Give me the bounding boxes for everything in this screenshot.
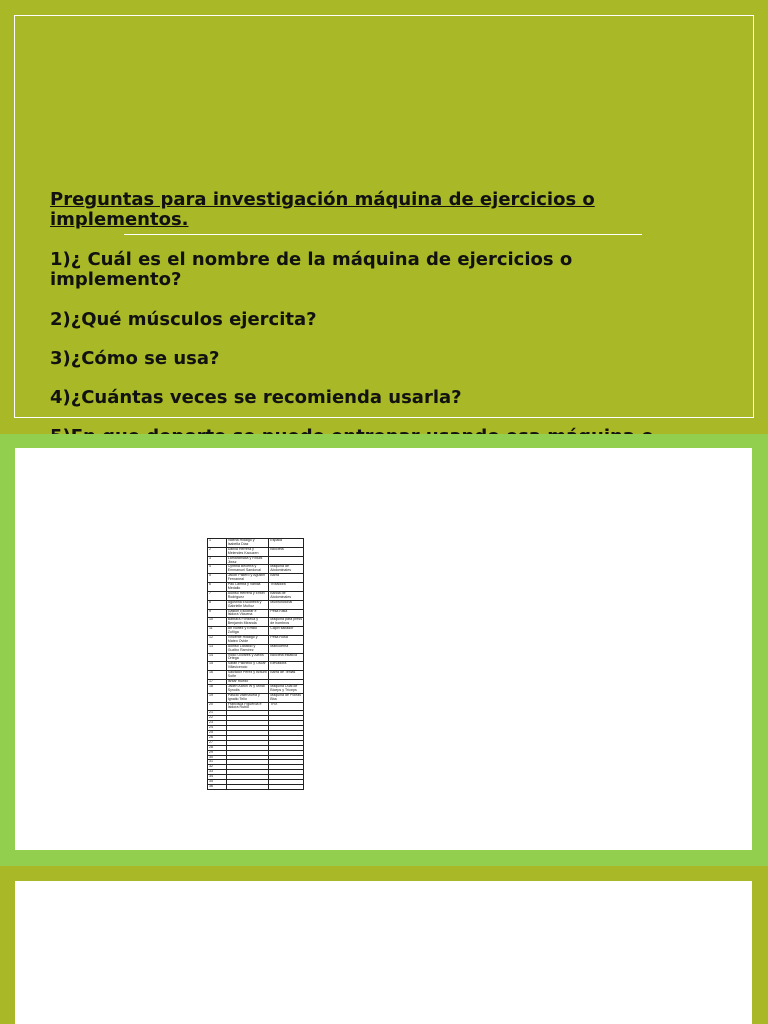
row-equipment: Trotadora xyxy=(269,583,304,592)
row-number: 16 xyxy=(208,671,227,680)
row-names: Vincente Hidalgo y Mateo Ovide xyxy=(226,635,269,644)
question-4: 4)¿Cuántas veces se recomienda usarla? xyxy=(50,387,462,408)
row-names: Cynthia Becerra y Emmanuel Sandoval xyxy=(226,565,269,574)
row-number: 15 xyxy=(208,662,227,671)
row-number: 28 xyxy=(208,745,227,750)
row-number: 27 xyxy=(208,740,227,745)
row-number: 12 xyxy=(208,635,227,644)
row-number: 6 xyxy=(208,583,227,592)
row-number: 21 xyxy=(208,711,227,716)
row-equipment: Espalia xyxy=(269,539,304,548)
row-names: Agustina Escobeira y Gabrielle Muñoz xyxy=(226,600,269,609)
row-number: 3 xyxy=(208,556,227,565)
row-equipment: Máquina para press de hombros xyxy=(270,617,302,626)
row-number: 11 xyxy=(208,627,227,636)
row-equipment: Elevadora xyxy=(269,662,304,671)
row-names: Ishtar Ruedo xyxy=(226,680,269,685)
row-number: 23 xyxy=(208,721,227,726)
row-equipment: Máquina Dual de Bíceps y Tríceps xyxy=(269,684,304,693)
row-equipment: Máquina de Poleas Bba xyxy=(269,693,304,702)
row-number: 14 xyxy=(208,653,227,662)
row-equipment: Pesa Rusa xyxy=(269,635,304,644)
row-names: Dahlia Herrera y Melendes Kaouzen xyxy=(226,547,269,556)
row-equipment xyxy=(269,784,304,789)
row-names: Pau Lamba y Vanilla Medallo xyxy=(226,583,269,592)
table-row xyxy=(208,539,304,548)
roster-table xyxy=(207,538,304,790)
table-row xyxy=(208,600,304,609)
slide-roster xyxy=(0,434,768,866)
row-equipment: Mancuerna xyxy=(269,644,304,653)
row-number: 1 xyxy=(208,539,227,548)
slide-next xyxy=(0,866,768,1024)
row-number: 26 xyxy=(208,735,227,740)
row-names: Alonso Lobaldo y Guzlbo Ramírez xyxy=(226,644,269,653)
row-names: Francisca Figueroa e Isidora Rubio xyxy=(226,702,269,711)
table-row xyxy=(208,635,304,644)
table-row xyxy=(208,702,304,711)
row-number: 13 xyxy=(208,644,227,653)
row-names: Valeria Hidalgo y Isabella Díaz xyxy=(226,539,269,548)
row-names: Jacob Pallero y Agustin Fernaneal xyxy=(226,574,269,583)
row-names: Sarah Pacheco y Oscar Villavicencio xyxy=(226,662,269,671)
table-row xyxy=(208,693,304,702)
slide-roster-canvas xyxy=(15,448,752,850)
row-names: Lamarathalia y Rhiuis Jiwsz xyxy=(226,556,269,565)
row-names: Ari Nuñez y Emilio Zuñiga xyxy=(226,627,269,636)
row-equipment: Bicicleta xyxy=(269,547,304,556)
table-row xyxy=(208,591,304,600)
row-names: Jaden Aaron W y Mihai Syrodis xyxy=(226,684,269,693)
row-names: Salvador Pérez y Braunt Soñe xyxy=(226,671,269,680)
row-number: 25 xyxy=(208,730,227,735)
table-row xyxy=(208,671,304,680)
row-number: 8 xyxy=(208,600,227,609)
row-names xyxy=(226,784,269,789)
row-equipment: Barra de Tenias xyxy=(269,671,304,680)
row-number: 20 xyxy=(208,702,227,711)
row-number: 9 xyxy=(208,609,227,618)
table-row xyxy=(208,644,304,653)
row-number: 35 xyxy=(208,780,227,785)
row-equipment: TRX xyxy=(269,702,304,711)
row-number: 5 xyxy=(208,574,227,583)
row-number: 31 xyxy=(208,760,227,765)
row-equipment: Barra xyxy=(269,574,304,583)
row-number: 2 xyxy=(208,547,227,556)
row-number: 18 xyxy=(208,684,227,693)
row-equipment: Máquina de Abdominales xyxy=(269,565,304,574)
row-number: 24 xyxy=(208,726,227,731)
row-names: Barbara Fonseca y Benjamin Miranda xyxy=(226,618,269,627)
slide-next-canvas xyxy=(15,881,752,1024)
row-number: 22 xyxy=(208,716,227,721)
row-equipment: Pesa rusia xyxy=(269,609,304,618)
question-3: 3)¿Cómo se usa? xyxy=(50,348,220,369)
row-names: Pascal Valenzuela y Ignatio Tello xyxy=(226,693,269,702)
row-number: 29 xyxy=(208,750,227,755)
row-number: 34 xyxy=(208,775,227,780)
row-number: 10 xyxy=(208,618,227,627)
table-row xyxy=(208,784,304,789)
row-equipment: Bicicleta estática xyxy=(269,653,304,662)
row-equipment: Cajón saltador xyxy=(269,627,304,636)
row-number: 33 xyxy=(208,770,227,775)
table-row xyxy=(208,547,304,556)
questions-text xyxy=(50,190,700,447)
questions-title: Preguntas para investigación máquina de ejercicios o implementos. xyxy=(50,189,595,230)
row-number: 30 xyxy=(208,755,227,760)
table-row xyxy=(208,684,304,693)
row-number: 36 xyxy=(208,784,227,789)
row-names: Alonso Herrera y Erwin Rodriguez xyxy=(226,591,269,600)
row-equipment: Multifuncional xyxy=(269,600,304,609)
question-2: 2)¿Qué músculos ejercita? xyxy=(50,309,317,330)
row-number: 7 xyxy=(208,591,227,600)
row-number: 17 xyxy=(208,680,227,685)
question-1: 1)¿ Cuál es el nombre de la máquina de ejercicios o implemento? xyxy=(50,249,573,290)
row-number: 32 xyxy=(208,765,227,770)
row-number: 4 xyxy=(208,565,227,574)
row-equipment: Banda de Abdominales xyxy=(269,591,304,600)
row-number: 19 xyxy=(208,693,227,702)
slide-questions xyxy=(0,0,768,434)
row-names: Gaston Escobar e Isidora Vicuena xyxy=(226,609,269,618)
row-names: Vicko Olivares y Alexis Ortega xyxy=(226,653,269,662)
